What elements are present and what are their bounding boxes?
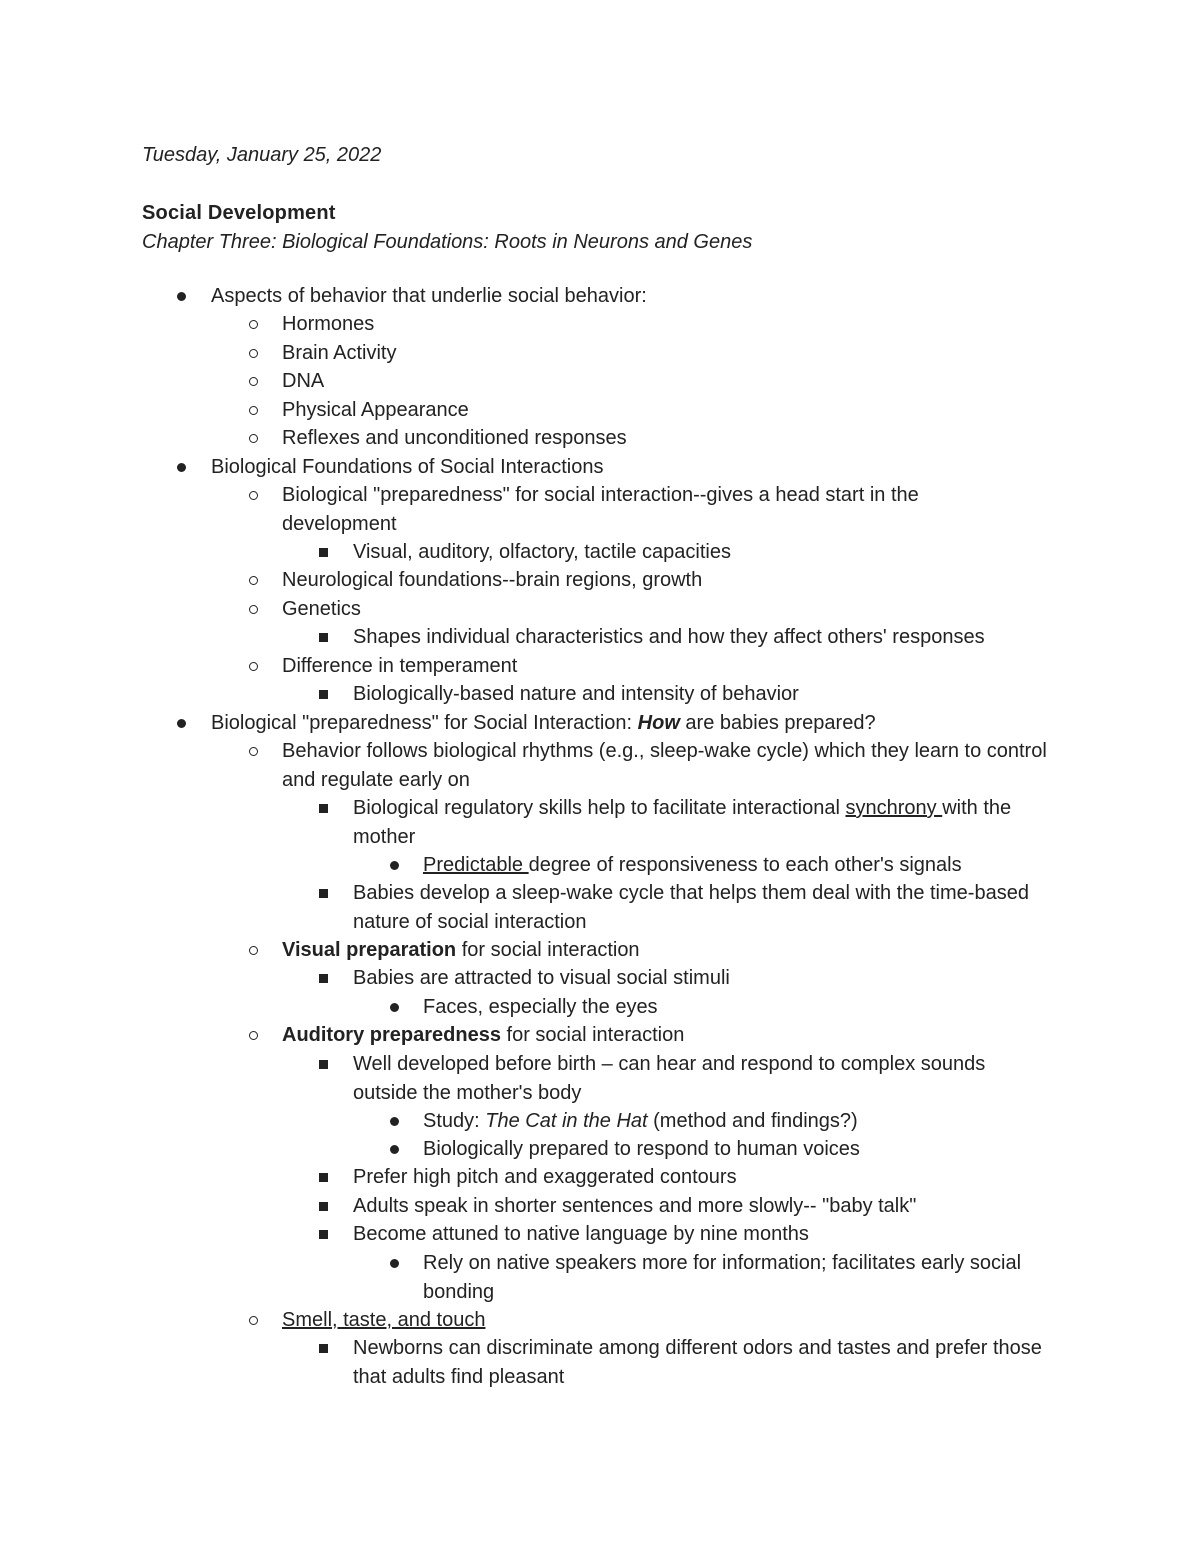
square-bullet-icon [319, 804, 328, 813]
circle-bullet-icon [249, 747, 258, 756]
list-item: DNA [282, 370, 325, 392]
list-item: Adults speak in shorter sentences and more slowly-- "baby talk" [353, 1195, 917, 1217]
circle-bullet-icon [249, 434, 258, 443]
list-item: Prefer high pitch and exaggerated contours [353, 1166, 737, 1188]
list-item: Rely on native speakers more for information; facilitates early social bonding [423, 1252, 1022, 1303]
list-item: Babies are attracted to visual social stimuli [353, 967, 730, 989]
list-item: Behavior follows biological rhythms (e.g., sleep-wake cycle) which they learn to control and regulate early on [282, 740, 1047, 791]
list-item: Biological "preparedness" for social interaction--gives a head start in the development [282, 484, 919, 535]
list-item: Visual, auditory, olfactory, tactile capacities [353, 541, 731, 563]
list-item-text: Biological "preparedness" for Social Interaction: [211, 712, 638, 734]
circle-bullet-icon [249, 377, 258, 386]
circle-bullet-icon [249, 1316, 258, 1325]
disc-bullet-icon [177, 292, 186, 301]
circle-bullet-icon [249, 576, 258, 585]
list-item-text: Biological regulatory skills help to facilitate interactional [353, 797, 846, 819]
list-item [211, 709, 1051, 738]
circle-bullet-icon [249, 320, 258, 329]
square-bullet-icon [319, 690, 328, 699]
list-item-text: are babies prepared? [679, 712, 876, 734]
chapter-subtitle: Chapter Three: Biological Foundations: Roots in Neurons and Genes [142, 231, 753, 253]
list-item-text: Study: [423, 1110, 486, 1132]
circle-bullet-icon [249, 605, 258, 614]
circle-bullet-icon [249, 406, 258, 415]
circle-bullet-icon [249, 491, 258, 500]
date-line: Tuesday, January 25, 2022 [142, 144, 382, 166]
square-bullet-icon [319, 1060, 328, 1069]
list-item: Faces, especially the eyes [423, 996, 658, 1018]
circle-bullet-icon [249, 946, 258, 955]
list-item: Hormones [282, 313, 375, 335]
square-bullet-icon [319, 1173, 328, 1182]
list-item: Newborns can discriminate among different odors and tastes and prefer those that adults find pleasant [353, 1337, 1042, 1388]
disc-bullet-icon [390, 1259, 399, 1268]
underlined-term: Smell, taste, and touch [282, 1309, 486, 1331]
list-item: Genetics [282, 598, 361, 620]
circle-bullet-icon [249, 349, 258, 358]
page-title: Social Development [142, 202, 336, 224]
list-item: Difference in temperament [282, 655, 518, 677]
list-item: Shapes individual characteristics and how they affect others' responses [353, 626, 985, 648]
list-item: Reflexes and unconditioned responses [282, 427, 627, 449]
bold-term: Auditory preparedness [282, 1024, 501, 1046]
list-item: Biologically prepared to respond to human voices [423, 1138, 860, 1160]
list-item: Aspects of behavior that underlie social behavior: [211, 285, 647, 307]
list-item [282, 936, 1052, 965]
list-item-text: degree of responsiveness to each other's signals [528, 854, 962, 876]
list-item [282, 1021, 1052, 1050]
list-item: Physical Appearance [282, 399, 469, 421]
list-item [423, 1107, 1053, 1136]
list-item: Well developed before birth – can hear and respond to complex sounds outside the mother's body [353, 1053, 986, 1104]
square-bullet-icon [319, 1344, 328, 1353]
bold-term: Visual preparation [282, 939, 457, 961]
list-item-text: for social interaction [500, 1024, 685, 1046]
list-item [353, 794, 1043, 851]
square-bullet-icon [319, 974, 328, 983]
square-bullet-icon [319, 1202, 328, 1211]
underlined-term: synchrony [845, 797, 943, 819]
list-item: Neurological foundations--brain regions, growth [282, 569, 703, 591]
list-item-text: with the mother [353, 797, 1012, 848]
list-item [282, 1306, 1052, 1335]
list-item: Biological Foundations of Social Interactions [211, 456, 604, 478]
list-item-text: for social interaction [456, 939, 640, 961]
square-bullet-icon [319, 1230, 328, 1239]
list-item-text: (method and findings?) [647, 1110, 858, 1132]
square-bullet-icon [319, 633, 328, 642]
list-item: Brain Activity [282, 342, 397, 364]
underlined-term: Predictable [423, 854, 529, 876]
emphasis-text: How [637, 712, 680, 734]
italic-title: The Cat in the Hat [485, 1110, 648, 1132]
disc-bullet-icon [177, 719, 186, 728]
disc-bullet-icon [390, 861, 399, 870]
square-bullet-icon [319, 548, 328, 557]
disc-bullet-icon [390, 1145, 399, 1154]
disc-bullet-icon [177, 463, 186, 472]
disc-bullet-icon [390, 1003, 399, 1012]
list-item: Biologically-based nature and intensity of behavior [353, 683, 799, 705]
list-item [423, 851, 1053, 880]
list-item: Become attuned to native language by nine months [353, 1223, 809, 1245]
circle-bullet-icon [249, 1031, 258, 1040]
square-bullet-icon [319, 889, 328, 898]
list-item: Babies develop a sleep-wake cycle that helps them deal with the time-based nature of social interaction [353, 882, 1029, 933]
disc-bullet-icon [390, 1117, 399, 1126]
circle-bullet-icon [249, 662, 258, 671]
